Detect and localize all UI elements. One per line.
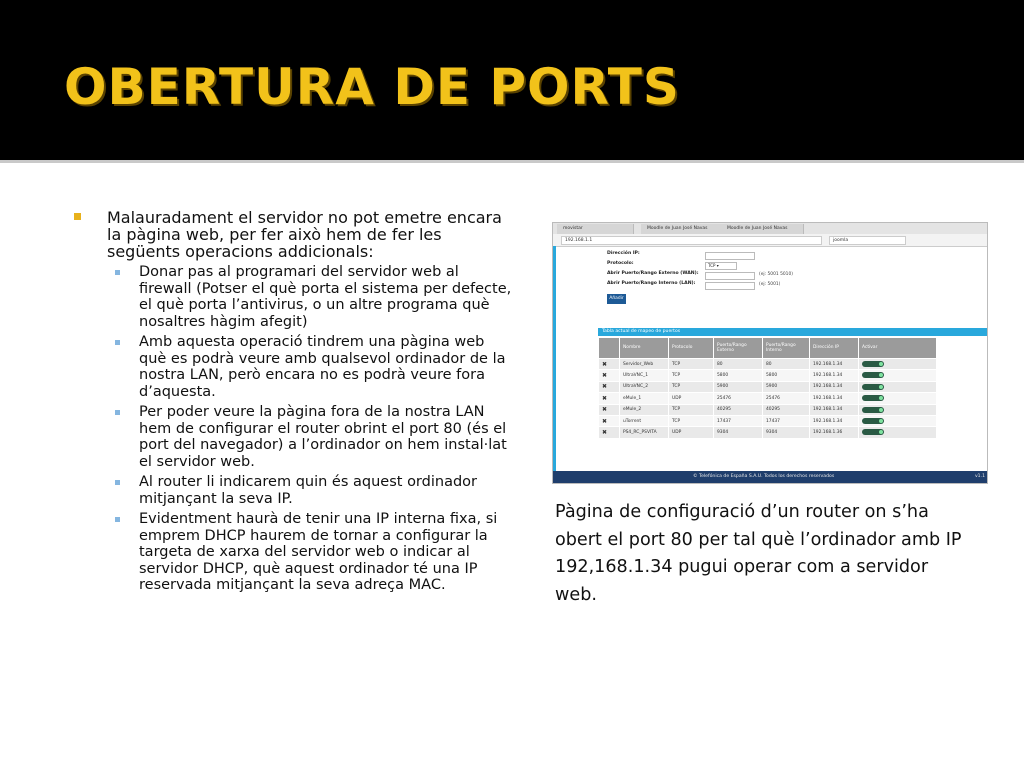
lan-input[interactable] (705, 282, 755, 290)
rule-internal-port: 5800 (763, 370, 810, 381)
slide-body (0, 163, 1024, 768)
port-forward-form (607, 251, 793, 291)
sub-bullet-item (107, 264, 514, 330)
browser-address-bar (553, 234, 987, 247)
wan-hint: (ej: 5001 5010) (759, 272, 793, 277)
rule-activate-cell (859, 393, 937, 404)
rule-name: Servidor_Web (620, 359, 669, 370)
table-row (599, 393, 937, 404)
bullet-list (74, 209, 514, 598)
rule-ip: 192.168.1.34 (810, 370, 859, 381)
rule-name: UltraVNC_2 (620, 381, 669, 392)
rule-protocol: TCP (669, 370, 714, 381)
rule-name: eMule_2 (620, 404, 669, 415)
sub-bullet-item (107, 474, 514, 507)
rule-external-port: 5800 (714, 370, 763, 381)
accent-strip (553, 246, 556, 471)
rule-name: eMule_1 (620, 393, 669, 404)
column-header: Dirección IP (810, 338, 859, 359)
small-square-bullet-icon (115, 517, 120, 522)
rule-ip: 192.168.1.34 (810, 393, 859, 404)
rule-ip: 192.168.1.34 (810, 415, 859, 426)
table-row (599, 404, 937, 415)
lan-hint: (ej: 5001) (759, 282, 781, 287)
sub-bullet-item (107, 334, 514, 400)
delete-x-icon[interactable]: ✖ (599, 404, 620, 415)
square-bullet-icon (74, 213, 81, 220)
rule-protocol: TCP (669, 404, 714, 415)
small-square-bullet-icon (115, 480, 120, 485)
delete-x-icon[interactable]: ✖ (599, 415, 620, 426)
rule-activate-cell (859, 427, 937, 438)
wan-label: Abrir Puerto/Rango Externo (WAN): (607, 271, 699, 276)
delete-x-icon[interactable]: ✖ (599, 381, 620, 392)
add-button[interactable]: Añadir (607, 294, 626, 304)
rule-ip: 192.168.1.36 (810, 427, 859, 438)
delete-x-icon[interactable]: ✖ (599, 393, 620, 404)
slide-header (0, 0, 1024, 160)
table-row (599, 370, 937, 381)
chevron-down-icon: ▾ (716, 263, 719, 268)
copyright-text: © Telefónica de España S.A.U. Todos los derechos reservados (693, 474, 835, 479)
toggle-switch[interactable] (862, 418, 884, 424)
rule-activate-cell (859, 415, 937, 426)
rule-ip: 192.168.1.34 (810, 404, 859, 415)
sub-bullet-item (107, 404, 514, 470)
column-header: Activar (859, 338, 937, 359)
sub-bullet-text: Al router li indicarem quin és aquest ordinador mitjançant la seva IP. (139, 474, 477, 507)
small-square-bullet-icon (115, 340, 120, 345)
version-text: v1.1 (974, 474, 985, 479)
column-header: Protocolo (669, 338, 714, 359)
table-body (599, 359, 937, 439)
rule-external-port: 40295 (714, 404, 763, 415)
rule-external-port: 17437 (714, 415, 763, 426)
rule-protocol: TCP (669, 359, 714, 370)
rule-ip: 192.168.1.34 (810, 359, 859, 370)
form-row-lan (607, 281, 781, 291)
browser-tab[interactable]: movistar (557, 224, 634, 234)
ip-input[interactable] (705, 252, 755, 260)
sub-bullet-item (107, 511, 514, 594)
rule-internal-port: 40295 (763, 404, 810, 415)
rule-protocol: UDP (669, 427, 714, 438)
rule-internal-port: 9304 (763, 427, 810, 438)
sub-bullet-text: Per poder veure la pàgina fora de la nostra LAN hem de configurar el router obrint el port 80 (és el port del navegador) a l’ordinador on hem instal·lat el servidor web. (139, 404, 507, 470)
router-config-screenshot (552, 222, 988, 484)
rule-activate-cell (859, 370, 937, 381)
table-header-row (599, 338, 937, 359)
screenshot-caption: Pàgina de configuració d’un router on s’ha obert el port 80 per tal què l’ordinador amb IP 192,168.1.34 pugui operar com a servidor web. (555, 502, 962, 605)
form-row-wan (607, 271, 793, 281)
rule-name: PS4_RC_PSVITA (620, 427, 669, 438)
protocol-label: Protocolo: (607, 261, 634, 266)
table-row (599, 427, 937, 438)
rule-protocol: UDP (669, 393, 714, 404)
protocol-select[interactable] (705, 262, 737, 270)
browser-tab-bar (553, 223, 987, 234)
bullet-text: Malauradament el servidor no pot emetre encara la pàgina web, per fer això hem de fer les següents operacions addicionals: (107, 208, 502, 261)
delete-x-icon[interactable]: ✖ (599, 359, 620, 370)
toggle-switch[interactable] (862, 361, 884, 367)
toggle-switch[interactable] (862, 395, 884, 401)
sub-bullet-text: Donar pas al programari del servidor web al firewall (Potser el què porta el sistema per defecte, el què porta l’antivirus, o un altre programa què nosaltres hàgim afegit) (139, 264, 512, 330)
delete-column-header (599, 338, 620, 359)
port-mapping-table (598, 337, 937, 439)
wan-input[interactable] (705, 272, 755, 280)
sub-bullet-list (107, 264, 514, 594)
sub-bullet-text: Amb aquesta operació tindrem una pàgina web què es podrà veure amb qualsevol ordinador de la nostra LAN, però encara no es podrà veure fora d’aquesta. (139, 334, 506, 400)
browser-tab[interactable]: Moodle de Juan José Navas (721, 224, 804, 234)
form-row-ip (607, 251, 699, 261)
search-field[interactable]: joomla (829, 236, 906, 245)
column-header: Nombre (620, 338, 669, 359)
port-table-title: Tabla actual de mapeo de puertos (598, 328, 988, 336)
rule-activate-cell (859, 381, 937, 392)
column-header: Puerto/Rango Interno (763, 338, 810, 359)
column-header: Puerto/Rango Externo (714, 338, 763, 359)
rule-external-port: 5900 (714, 381, 763, 392)
rule-external-port: 80 (714, 359, 763, 370)
form-row-protocol (607, 261, 719, 271)
ip-label: Dirección IP: (607, 251, 640, 256)
rule-external-port: 9304 (714, 427, 763, 438)
browser-tab[interactable]: Moodle de Juan José Navas (641, 224, 724, 234)
toggle-switch[interactable] (862, 429, 884, 435)
toggle-switch[interactable] (862, 372, 884, 378)
toggle-switch[interactable] (862, 407, 884, 413)
rule-protocol: TCP (669, 381, 714, 392)
table-row (599, 359, 937, 370)
rule-internal-port: 25476 (763, 393, 810, 404)
toggle-switch[interactable] (862, 384, 884, 390)
table-row (599, 415, 937, 426)
rule-internal-port: 80 (763, 359, 810, 370)
rule-protocol: TCP (669, 415, 714, 426)
rule-name: UltraVNC_1 (620, 370, 669, 381)
rule-internal-port: 17437 (763, 415, 810, 426)
delete-x-icon[interactable]: ✖ (599, 427, 620, 438)
small-square-bullet-icon (115, 410, 120, 415)
rule-name: uTorrent (620, 415, 669, 426)
rule-external-port: 25476 (714, 393, 763, 404)
router-footer (553, 471, 987, 483)
rule-internal-port: 5900 (763, 381, 810, 392)
table-row (599, 381, 937, 392)
rule-activate-cell (859, 359, 937, 370)
lan-label: Abrir Puerto/Rango Interno (LAN): (607, 281, 696, 286)
sub-bullet-text: Evidentment haurà de tenir una IP interna fixa, si emprem DHCP haurem de tornar a configurar la targeta de xarxa del servidor web o indicar al servidor DHCP, què aquest ordinador té una IP reservada mitjançant la seva adreça MAC. (139, 511, 498, 593)
bullet-item (74, 209, 514, 594)
protocol-value: TCP (708, 263, 716, 268)
rule-activate-cell (859, 404, 937, 415)
url-field[interactable]: 192.168.1.1 (561, 236, 822, 245)
rule-ip: 192.168.1.34 (810, 381, 859, 392)
small-square-bullet-icon (115, 270, 120, 275)
delete-x-icon[interactable]: ✖ (599, 370, 620, 381)
slide-title: OBERTURA DE PORTS (64, 58, 680, 116)
